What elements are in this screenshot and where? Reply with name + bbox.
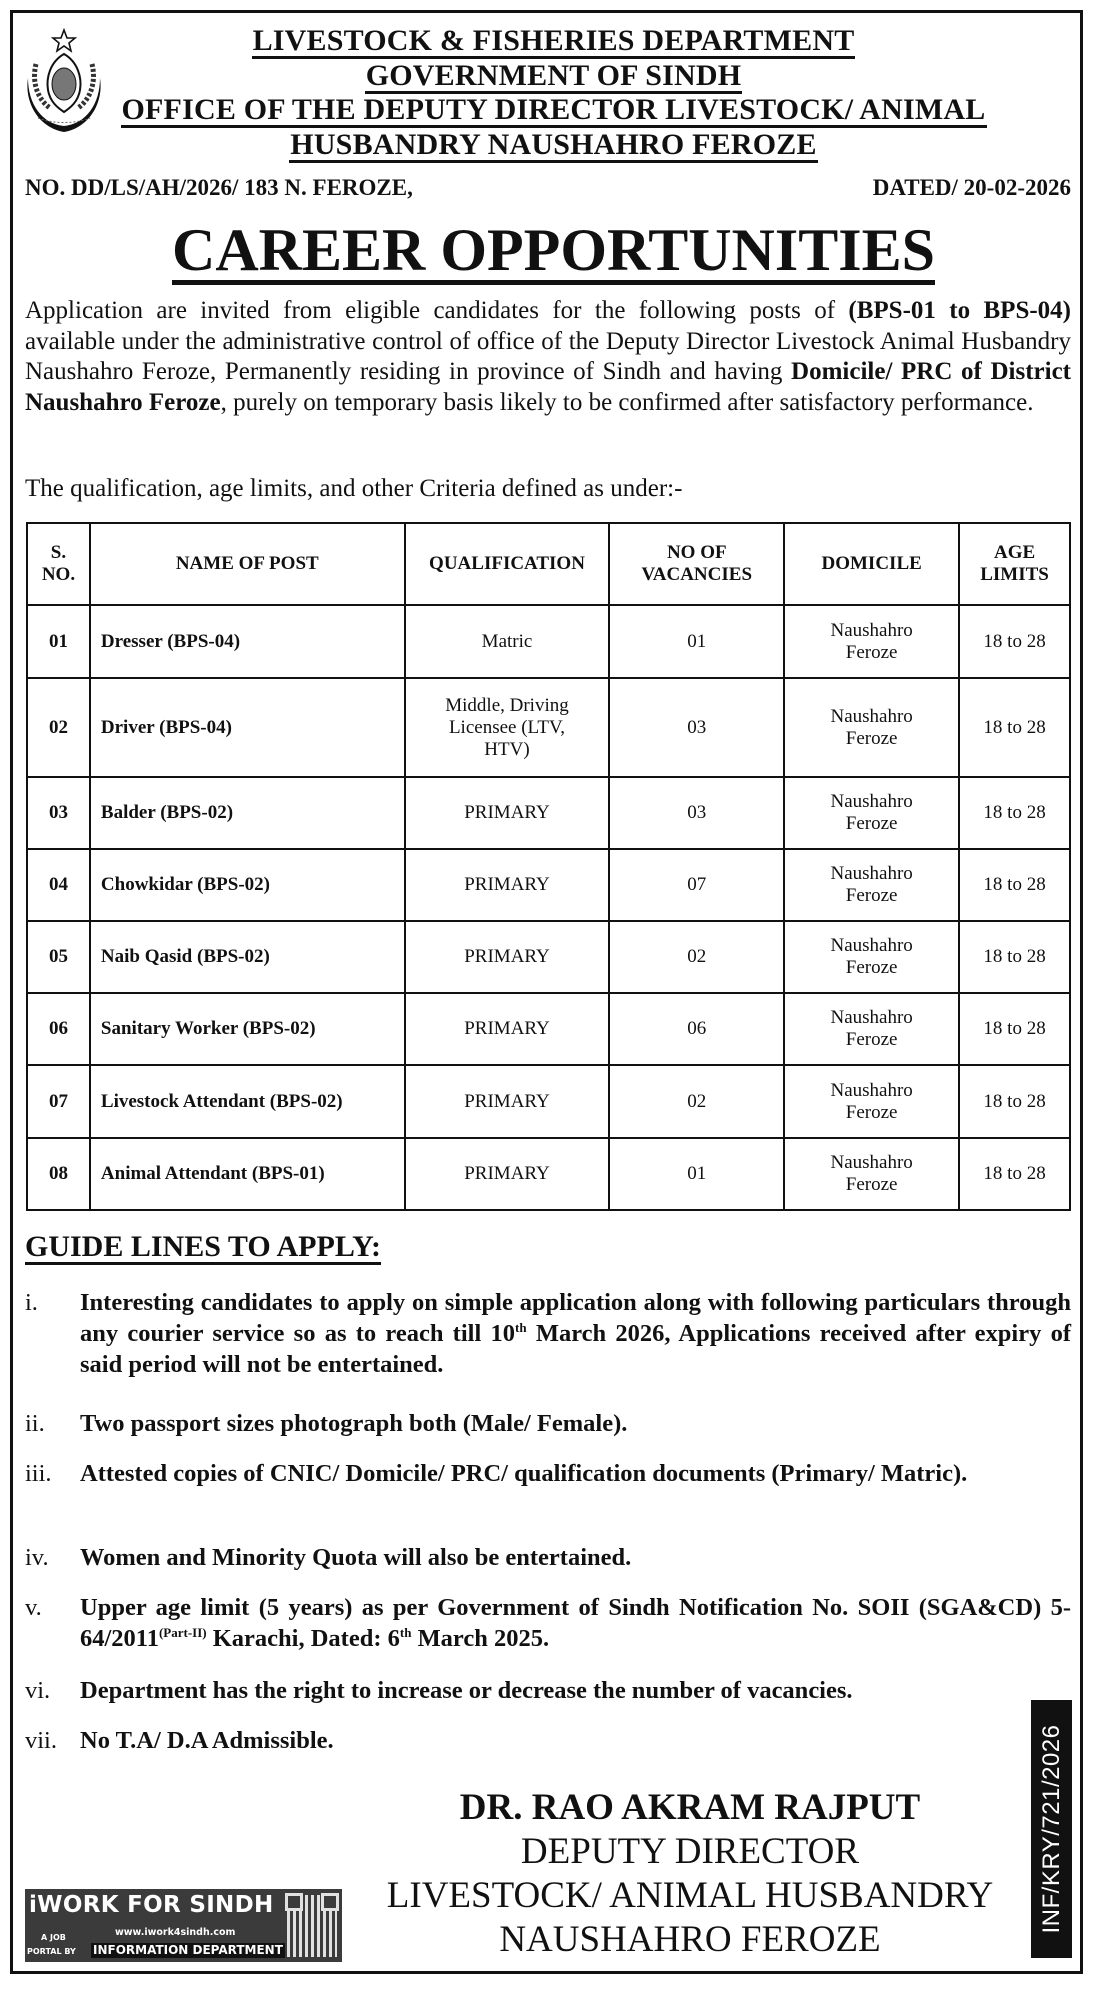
header-government: [0, 59, 1107, 94]
col-header-age-text: AGE LIMITS: [980, 542, 1049, 585]
cell-post: Dresser (BPS-04): [90, 605, 405, 678]
guideline-text: [80, 1675, 1071, 1706]
ad-code-text: INF/KRY/721/2026: [1037, 1724, 1065, 1934]
col-header-qualification: QUALIFICATION: [405, 523, 610, 605]
cell-vacancies: 03: [609, 678, 784, 777]
cell-post: Driver (BPS-04): [90, 678, 405, 777]
cell-post: Naib Qasid (BPS-02): [90, 921, 405, 993]
signatory-name-text: DR. RAO AKRAM RAJPUT: [459, 1787, 921, 1828]
cell-qualification: PRIMARY: [405, 993, 610, 1065]
cell-qualification: PRIMARY: [405, 921, 610, 993]
signatory-location: NAUSHAHRO FEROZE: [499, 1919, 881, 1960]
iwork-url: www.iwork4sindh.com: [115, 1927, 236, 1938]
cell-post: Balder (BPS-02): [90, 777, 405, 849]
cell-sno: 08: [27, 1138, 90, 1210]
signatory-designation: DEPUTY DIRECTOR: [520, 1831, 860, 1872]
intro-paragraph: [25, 296, 1071, 418]
iwork-for-sindh-badge: [25, 1889, 342, 1962]
cell-domicile: Naushahro Feroze: [784, 993, 959, 1065]
cell-sno: 03: [27, 777, 90, 849]
guideline-text-part: No T.A/ D.A Admissible.: [80, 1727, 334, 1754]
guideline-item: [25, 1725, 1071, 1756]
cell-vacancies: 01: [609, 605, 784, 678]
guideline-text-part: Department has the right to increase or decrease the number of vacancies.: [80, 1677, 853, 1704]
col-header-vacancies: [609, 523, 784, 605]
iwork-tag-1: A JOB: [41, 1933, 66, 1942]
cell-qualification: PRIMARY: [405, 1065, 610, 1138]
table-header-row: [27, 523, 1070, 605]
cell-domicile: Naushahro Feroze: [784, 678, 959, 777]
cell-age: 18 to 28: [959, 777, 1070, 849]
cell-qualification: PRIMARY: [405, 849, 610, 921]
header-office: [0, 93, 1107, 128]
col-header-sno-text: S. NO.: [41, 542, 76, 585]
guideline-item: [25, 1675, 1071, 1706]
intro-text-3: , purely on temporary basis likely to be confirmed after satisfactory performance.: [220, 388, 1034, 416]
guideline-text-part: Interesting candidates to apply on simple application along with following particulars through any courier service so as to reach till 10: [80, 1289, 1071, 1347]
guideline-item: [25, 1542, 1071, 1573]
guideline-item: [25, 1287, 1071, 1380]
table-row: [27, 678, 1070, 777]
cell-post: Livestock Attendant (BPS-02): [90, 1065, 405, 1138]
guideline-number: iv.: [25, 1544, 49, 1571]
dated: DATED/ 20-02-2026: [872, 175, 1071, 200]
guideline-text-part: Karachi, Dated: 6: [206, 1625, 400, 1652]
guideline-text: [80, 1542, 1071, 1573]
table-row: [27, 1065, 1070, 1138]
superscript: th: [399, 1624, 412, 1640]
cell-sno: 02: [27, 678, 90, 777]
page-title-text: CAREER OPPORTUNITIES: [171, 217, 935, 283]
cell-age: 18 to 28: [959, 921, 1070, 993]
cell-vacancies: 03: [609, 777, 784, 849]
cell-domicile: Naushahro Feroze: [784, 1138, 959, 1210]
table-row: [27, 1138, 1070, 1210]
cell-domicile: Naushahro Feroze: [784, 777, 959, 849]
cell-vacancies: 02: [609, 1065, 784, 1138]
criteria-text: The qualification, age limits, and other Criteria defined as under:-: [25, 475, 683, 502]
guideline-number: ii.: [25, 1410, 45, 1437]
iwork-tag-2: PORTAL BY: [27, 1947, 76, 1956]
cell-post: Animal Attendant (BPS-01): [90, 1138, 405, 1210]
cell-age: 18 to 28: [959, 849, 1070, 921]
cell-qualification: Matric: [405, 605, 610, 678]
guideline-text-part: Upper age limit (5 years) as per Government of Sindh Notification No. SOII (SGA&CD) 5-64/2011: [80, 1594, 1071, 1652]
iwork-department: INFORMATION DEPARTMENT: [93, 1943, 283, 1957]
cell-sno: 06: [27, 993, 90, 1065]
iwork-brand: iWORK FOR SINDH: [29, 1892, 274, 1918]
guideline-number: i.: [25, 1289, 38, 1316]
col-header-post: NAME OF POST: [90, 523, 405, 605]
guideline-text: [80, 1725, 1071, 1756]
cell-age: 18 to 28: [959, 605, 1070, 678]
col-header-age: [959, 523, 1070, 605]
cell-vacancies: 01: [609, 1138, 784, 1210]
cell-qualification: PRIMARY: [405, 1138, 610, 1210]
reference-number: NO. DD/LS/AH/2026/ 183 N. FEROZE,: [25, 175, 413, 200]
signatory-department: LIVESTOCK/ ANIMAL HUSBANDRY: [386, 1875, 994, 1916]
header-husbandry: [0, 128, 1107, 163]
header-line-1: LIVESTOCK & FISHERIES DEPARTMENT: [252, 24, 855, 57]
guideline-text-part: Attested copies of CNIC/ Domicile/ PRC/ qualification documents (Primary/ Matric).: [80, 1460, 968, 1487]
cell-age: 18 to 28: [959, 993, 1070, 1065]
guideline-text-part: March 2026, Applications received after expiry of said period will not be entertained.: [80, 1320, 1071, 1378]
signatory-name: [340, 1786, 1040, 1830]
header-line-3: OFFICE OF THE DEPUTY DIRECTOR LIVESTOCK/ ANIMAL: [121, 93, 986, 126]
cell-qualification: Middle, Driving Licensee (LTV, HTV): [405, 678, 610, 777]
superscript: th: [515, 1319, 527, 1335]
header-line-4: HUSBANDRY NAUSHAHRO FEROZE: [290, 128, 817, 161]
cell-vacancies: 07: [609, 849, 784, 921]
cell-vacancies: 02: [609, 921, 784, 993]
cell-age: 18 to 28: [959, 678, 1070, 777]
intro-bps-range: (BPS-01 to BPS-04): [848, 297, 1071, 324]
guideline-number: iii.: [25, 1460, 52, 1487]
guideline-text-part: Two passport sizes photograph both (Male/ Female).: [80, 1410, 628, 1437]
guideline-text-part: March 2025.: [411, 1625, 550, 1652]
superscript: (Part-II): [158, 1624, 207, 1640]
guideline-text-part: Women and Minority Quota will also be entertained.: [80, 1544, 632, 1571]
cell-domicile: Naushahro Feroze: [784, 1065, 959, 1138]
ad-code-badge: [1031, 1700, 1072, 1958]
guideline-item: [25, 1592, 1071, 1654]
guideline-text: [80, 1592, 1071, 1654]
guidelines-heading-text: GUIDE LINES TO APPLY:: [25, 1230, 381, 1263]
col-header-sno: [27, 523, 90, 605]
guideline-number: vi.: [25, 1677, 51, 1704]
table-row: [27, 849, 1070, 921]
table-row: [27, 777, 1070, 849]
cell-post: Chowkidar (BPS-02): [90, 849, 405, 921]
cell-domicile: Naushahro Feroze: [784, 849, 959, 921]
cell-sno: 07: [27, 1065, 90, 1138]
guidelines-heading: [25, 1230, 381, 1265]
guideline-item: [25, 1408, 1071, 1439]
cell-age: 18 to 28: [959, 1138, 1070, 1210]
cell-post: Sanitary Worker (BPS-02): [90, 993, 405, 1065]
guideline-text: [80, 1458, 1071, 1489]
col-header-vacancies-text: NO OF VACANCIES: [641, 542, 753, 585]
header-line-2: GOVERNMENT OF SINDH: [365, 59, 742, 92]
cell-domicile: Naushahro Feroze: [784, 605, 959, 678]
cell-vacancies: 06: [609, 993, 784, 1065]
guideline-item: [25, 1458, 1071, 1520]
qr-code-icon: [287, 1895, 337, 1957]
intro-text-2: available under the administrative control of office of the Deputy Director Livestock Animal Husbandry Naushahro Feroze, Permanently residing in province of Sindh and having: [25, 327, 1071, 385]
guideline-text: [80, 1287, 1071, 1380]
cell-qualification: PRIMARY: [405, 777, 610, 849]
guideline-number: vii.: [25, 1727, 57, 1754]
intro-text-1: Application are invited from eligible candidates for the following posts of: [25, 297, 849, 324]
guideline-number: v.: [25, 1594, 42, 1621]
posts-table: [26, 522, 1071, 1211]
table-row: [27, 605, 1070, 678]
cell-sno: 04: [27, 849, 90, 921]
cell-domicile: Naushahro Feroze: [784, 921, 959, 993]
col-header-domicile: DOMICILE: [784, 523, 959, 605]
cell-age: 18 to 28: [959, 1065, 1070, 1138]
page-title: [0, 218, 1107, 285]
intro-domicile: Domicile/ PRC of District Naushahro Feroze: [25, 358, 1072, 416]
guideline-text: [80, 1408, 1071, 1439]
table-row: [27, 993, 1070, 1065]
table-row: [27, 921, 1070, 993]
header-department: [0, 24, 1107, 59]
cell-sno: 01: [27, 605, 90, 678]
cell-sno: 05: [27, 921, 90, 993]
